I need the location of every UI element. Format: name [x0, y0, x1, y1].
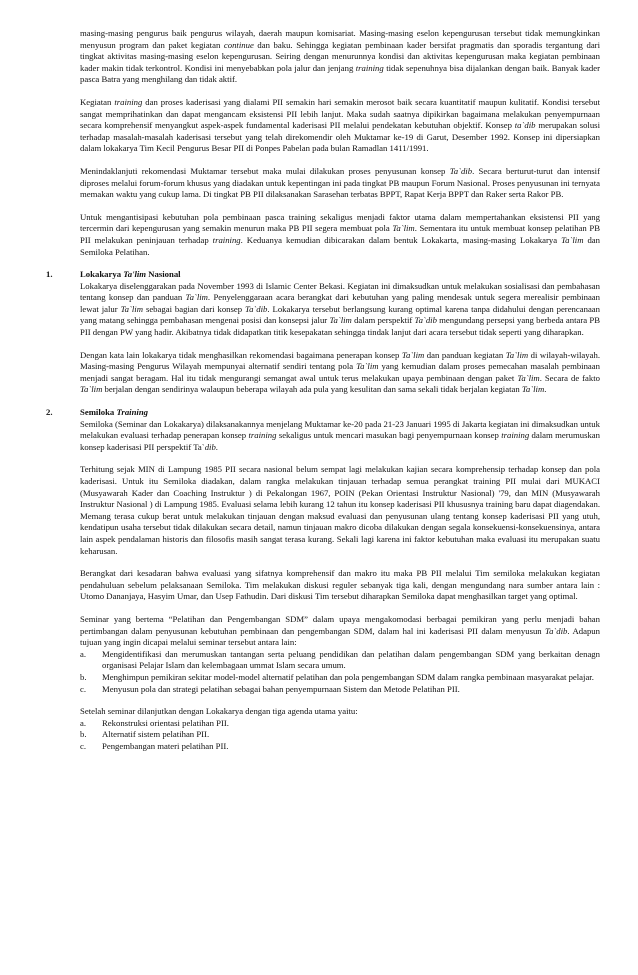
list-item — [80, 718, 600, 730]
list-marker: c. — [80, 683, 87, 694]
list-item-text: Menyusun pola dan strategi pelatihan sebagai bahan penyempurnaan Sistem dan Metode Pelatihan PII. — [102, 683, 460, 694]
list-item-text: Mengidentifikasi dan merumuskan tantangan serta peluang pendidikan dan pelatihan dalam pengembangan SDM yang berkaitan denagn organisasi Pelajar Islam dan kelembagaan ummat Islam secara umum. — [102, 648, 600, 671]
list-marker: a. — [80, 648, 87, 659]
section-title: Semiloka Training — [80, 407, 148, 418]
list-marker: b. — [80, 729, 87, 740]
section-paragraph: Terhitung sejak MIN di Lampung 1985 PII secara nasional belum sempat lagi melakukan kajian secara komprehensip terhadap konsep dan pola kaderisasi. Untuk itu Semiloka diadakan, dalam rangka melakukan tinjauan terhadap semua perangkat training PII mulai dari MUKACI (Musyawarah Kader dan Coaching Instruktur ) di Pekalongan 1967, POIN (Pekan Orientasi Instruktur Nasional) '79, dan MIN (Musyawarah Instruktur Nasional ) di Lampung 1985. Evaluasi selama lebih kurang 12 tahun itu konsep kaderisasi PII khususnya training baru dapat diagendakan. Memang terasa cukup berat untuk melakukan tinjauan dengan maksud evaluasi dan penyusunan ulang tentang konsep kaderisasi PII yang utuh, kendatipun usaha tersebut tidak dilakukan secara detail, namun tinjauan makro dicoba dilakukan dengan segala konsekuensi-konsekuensinya, antara lain aspek pendalaman historis dan filosofis masih sangat terasa kurang. Sekali lagi karena ini faktor kebutuhan maka evaluasi itu merupakan suatu keharusan. — [80, 464, 600, 556]
section-title: Lokakarya Ta'lim Nasional — [80, 269, 181, 280]
paragraph-2: Kegiatan training dan proses kaderisasi yang dialami PII semakin hari semakin merosot baik secara kuantitatif maupun kulitatif. Kondisi tersebut sangat memprihatinkan dan dapat mengancam eksistensi PII lebih lanjut. Maka sudah saatnya dipikirkan bagaimana melakukan penyempurnaan secara komprehensif menyangkut aspek-aspek fundamental kaderisasi PII melalui pendekatan kebutuhan objektif. Konsep ta`dib merupakan solusi terhadap masalah-masalah kaderisasi tersebut yang telah direkomendir oleh Muktamar ke-19 di Garut, Desember 1992. Konsep ini dipersiapkan dalam lokakarya Tim Kecil Pengurus Besar PII di Ponpes Pabelan pada bulan Ramadlan 1411/1991. — [80, 96, 600, 154]
paragraph-3: Menindaklanjuti rekomendasi Muktamar tersebut maka mulai dilakukan proses penyusunan konsep Ta`dib. Secara berturut-turut dan intensif diproses melalui forum-forum khusus yang diadakan untuk kepentingan ini pada tingkat PB maupun Forum Nasional. Proses penyusunan ini ternyata memakan waktu yang cukup lama. Di tingkat PB PII dilaksanakan Sarasehan terbatas BPPT, Rapat Kerja BPPT dan Raker serta Rakor PB. — [80, 165, 600, 200]
section-number: 2. — [46, 407, 53, 418]
section-paragraph: Setelah seminar dilanjutkan dengan Lokakarya dengan tiga agenda utama yaitu: — [80, 706, 358, 717]
list-item-text: Pengembangan materi pelatihan PII. — [102, 740, 229, 751]
section-paragraph: Dengan kata lain lokakarya tidak menghasilkan rekomendasi bagaimana penerapan konsep Ta`lim dan panduan kegiatan Ta`lim di wilayah-wilayah. Masing-masing Pengurus Wilayah mempunyai alternatif sendiri tentang pola Ta`lim yang kemudian dalam proses pemecahan masalah pembinaan menjadi sangat beragam. Hal itu tidak mengurangi semangat awal untuk terus melakukan upaya pembinaan dengan paket Ta`lim. Secara de fakto Ta`lim berjalan dengan sendirinya walaupun beberapa wilayah ada pula yang kesulitan dan sama sekali tidak berjalan kegiatan Ta`lim. — [80, 349, 601, 395]
list-item — [80, 684, 600, 696]
workshop-agenda-list — [80, 718, 600, 753]
seminar-goals-list — [80, 649, 600, 695]
section-lokakarya-talim — [46, 269, 601, 396]
section-paragraph: Semiloka (Seminar dan Lokakarya) dilaksanakannya menjelang Muktamar ke-20 pada 21-23 Januari 1995 di Jakarta kegiatan ini dimaksudkan untuk melakukan evaluasi terhadap penerapan konsep training sekaligus untuk mencari masukan bagi penyempurnaan konsep training dalam merumuskan konsep kaderisasi PII perspektif Ta`dib. — [80, 418, 600, 452]
section-paragraph: Seminar yang bertema “Pelatihan dan Pengembangan SDM” dalam upaya mengakomodasi berbagai pemikiran yang perlu menjadi bahan pertimbangan dalam penyusunan kebutuhan pembinaan dan pengembangan SDM, dalam hal ini kaderisasi PII dalam menyusun Ta`dib. Adapun tujuan yang ingin dicapai melalui seminar tersebut antara lain: — [80, 613, 600, 648]
list-item-text: Menghimpun pemikiran sekitar model-model alternatif pelatihan dan pola pengembangan SDM dalam rangka pembinaan masyarakat pelajar. — [102, 671, 594, 682]
section-number: 1. — [46, 269, 53, 280]
section-semiloka-training — [46, 407, 600, 752]
list-item — [80, 729, 600, 741]
list-marker: b. — [80, 671, 87, 682]
list-marker: c. — [80, 740, 87, 751]
section-paragraph: Berangkat dari kesadaran bahwa evaluasi yang sifatnya komprehensif dan makro itu maka PB PII melalui Tim semiloka melakukan kegiatan pendahuluan sebelum pelaksanaan Semiloka. Tim melakukan diskusi reguler sebanyak tiga kali, dengan mengundang nara sumber antara lain : Utomo Dananjaya, Hasyim Umar, dan Usep Fathudin. Dari diskusi Tim tersebut diharapkan Semiloka dapat menghasilkan target yang optimal. — [80, 568, 600, 602]
section-paragraph: Lokakarya diselenggarakan pada November 1993 di Islamic Center Bekasi. Kegiatan ini dimaksudkan untuk melakukan sosialisasi dan pembahasan tentang konsep dan panduan Ta`lim. Penyelenggaraan acara berangkat dari kebutuhan yang paling mendesak untuk segera merealisir pembinaan lewat jalur Ta`lim sebagai bagian dari konsep Ta`dib. Lokakarya tersebut berlangsung kurang optimal karena tanpa didahului dengan perencanaan yang matang sehingga pembahasan mengenai posisi dan konsepsi jalur Ta`lim dalam perspektif Ta`dib mengundang persepsi yang berbeda antara PB PII dengan PW yang hadir. Akibatnya tidak didapatkan titik kesepakatan sehingga tindak lanjut dari acara tersebut tidak seperti yang diharapkan. — [80, 280, 601, 338]
paragraph-4: Untuk mengantisipasi kebutuhan pola pembinaan pasca training sekaligus menjadi faktor utama dalam mempertahankan eksistensi PII yang tercermin dari kepengurusan yang semakin menurun maka PB PII segera membuat pola Ta`lim. Sementara itu untuk membuat konsep pelatihan PB PII melakukan peninjauan terhadap training. Keduanya kemudian dibicarakan dalam bentuk Lokakarta, masing-masing Lokakarya Ta`lim dan Semiloka Pelatihan. — [80, 211, 600, 257]
list-item — [80, 649, 600, 672]
list-item-text: Rekonstruksi orientasi pelatihan PII. — [102, 717, 229, 728]
list-item — [80, 672, 600, 684]
list-item — [80, 741, 600, 753]
paragraph-1: masing-masing pengurus baik pengurus wilayah, daerah maupun komisariat. Masing-masing eselon kepengurusan tersebut tidak memungkinkan menyusun program dan paket kegiatan continue dan baku. Sehingga kegiatan pembinaan kader bersifat pragmatis dan sporadis tergantung dari tingkat aktivitas masing-masing eselon kepengurusan. Seiring dengan menurunnya kondisi dan aktivitas kepengurusan maka kegiatan pembinaan kader makin tidak terkontrol. Kondisi ini menyebabkan pola jalur dan jenjang training tidak sepenuhnya bisa dijalankan dengan baik. Banyak kader pasca Batra yang menghilang dan tidak aktif. — [80, 28, 601, 85]
list-marker: a. — [80, 717, 87, 728]
list-item-text: Alternatif sistem pelatihan PII. — [102, 729, 210, 740]
